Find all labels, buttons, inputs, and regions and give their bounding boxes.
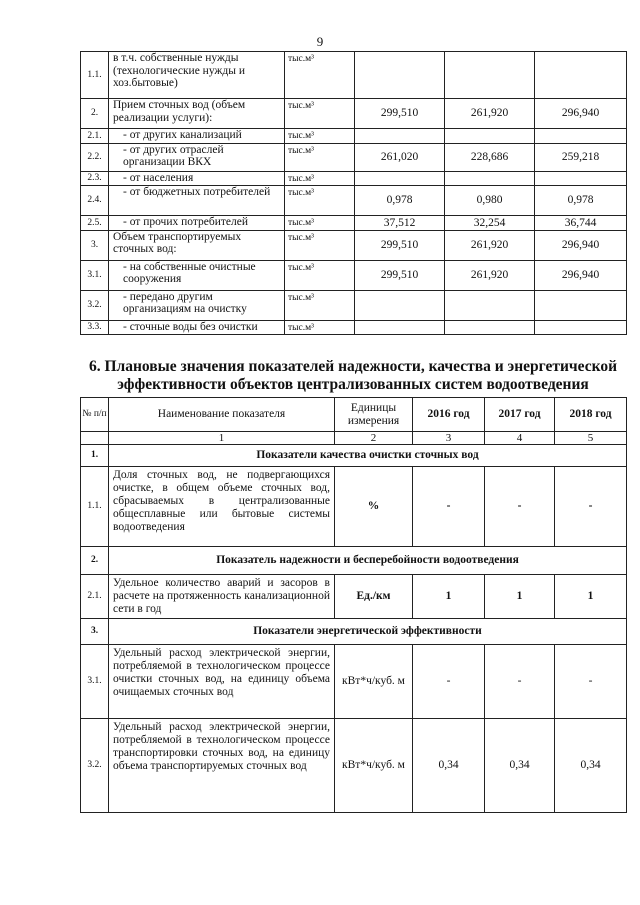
value-2017 (445, 52, 535, 99)
value-2018: 1 (555, 575, 627, 619)
value-2016 (355, 320, 445, 335)
index-cell: 1 (109, 432, 335, 445)
section-title: Показатель надежности и бесперебойности водоотведения (109, 547, 627, 575)
value-2016: 1 (413, 575, 485, 619)
row-number: 1.1. (81, 52, 109, 99)
table-row (81, 143, 627, 171)
row-number: 3. (81, 230, 109, 260)
row-name: - на собственные очистные сооружения (109, 260, 285, 290)
indicator-unit: Ед./км (335, 575, 413, 619)
value-2016: 299,510 (355, 260, 445, 290)
section-title: Показатели энергетической эффективности (109, 619, 627, 645)
indicator-unit: % (335, 467, 413, 547)
value-2018: 259,218 (535, 143, 627, 171)
value-2016: - (413, 645, 485, 719)
row-unit: тыс.м³ (285, 260, 355, 290)
section-header-row (81, 445, 627, 467)
row-number: 3.2. (81, 290, 109, 320)
section-header-row (81, 547, 627, 575)
value-2018 (535, 320, 627, 335)
row-number: 2.1. (81, 129, 109, 144)
row-unit: тыс.м³ (285, 290, 355, 320)
indicator-name: Удельный расход электрической энергии, потребляемой в технологическом процессе транспортировки сточных вод, на единицу объема транспортируемых сточных вод (109, 719, 335, 813)
row-name: Объем транспортируемых сточных вод: (109, 230, 285, 260)
value-2018 (535, 129, 627, 144)
table-row (81, 99, 627, 129)
value-2016 (355, 52, 445, 99)
indicator-unit: кВт*ч/куб. м (335, 645, 413, 719)
section-title: Показатели качества очистки сточных вод (109, 445, 627, 467)
value-2017 (445, 320, 535, 335)
section-title-line1: 6. Плановые значения показателей надежности, качества и энергетической (88, 358, 618, 375)
row-number: 2. (81, 99, 109, 129)
value-2016: 37,512 (355, 216, 445, 231)
row-unit: тыс.м³ (285, 52, 355, 99)
row-name: - передано другим организациям на очистку (109, 290, 285, 320)
value-2018: 36,744 (535, 216, 627, 231)
row-unit: тыс.м³ (285, 320, 355, 335)
row-number: 2.1. (81, 575, 109, 619)
section-number: 1. (81, 445, 109, 467)
row-number: 3.1. (81, 645, 109, 719)
page-number: 9 (316, 34, 324, 49)
row-unit: тыс.м³ (285, 171, 355, 186)
row-unit: тыс.м³ (285, 186, 355, 216)
row-number: 2.4. (81, 186, 109, 216)
value-2018: 296,940 (535, 230, 627, 260)
value-2017: 261,920 (445, 230, 535, 260)
value-2018: 0,978 (535, 186, 627, 216)
value-2017: 0,980 (445, 186, 535, 216)
value-2017: 261,920 (445, 99, 535, 129)
table-row (81, 290, 627, 320)
table-row (81, 52, 627, 99)
value-2017: 32,254 (445, 216, 535, 231)
row-unit: тыс.м³ (285, 216, 355, 231)
row-number: 2.5. (81, 216, 109, 231)
indicator-unit: кВт*ч/куб. м (335, 719, 413, 813)
value-2018 (535, 171, 627, 186)
table-row (81, 575, 627, 619)
value-2018 (535, 52, 627, 99)
table-row (81, 719, 627, 813)
row-name: - сточные воды без очистки (109, 320, 285, 335)
indicator-name: Удельный расход электрической энергии, потребляемой в технологическом процессе очистки сточных вод, на единицу объема очищаемых сточных вод (109, 645, 335, 719)
value-2018 (535, 290, 627, 320)
row-unit: тыс.м³ (285, 129, 355, 144)
table-row (81, 230, 627, 260)
table-row (81, 216, 627, 231)
value-2016: 0,34 (413, 719, 485, 813)
header-num: № п/п (81, 398, 109, 432)
value-2017: 228,686 (445, 143, 535, 171)
table-row (81, 129, 627, 144)
table-row (81, 260, 627, 290)
row-name: - от населения (109, 171, 285, 186)
value-2016 (355, 171, 445, 186)
value-2017: 261,920 (445, 260, 535, 290)
row-number: 1.1. (81, 467, 109, 547)
value-2016 (355, 129, 445, 144)
value-2017 (445, 129, 535, 144)
section-number: 2. (81, 547, 109, 575)
header-row (81, 398, 627, 432)
section-number: 3. (81, 619, 109, 645)
table-row (81, 186, 627, 216)
value-2016: 261,020 (355, 143, 445, 171)
indicator-name: Доля сточных вод, не подвергающихся очистке, в общем объеме сточных вод, сбрасываемых в централизованные общесплавные или бытовые системы водоотведения (109, 467, 335, 547)
row-number: 2.3. (81, 171, 109, 186)
row-name: Прием сточных вод (объем реализации услуги): (109, 99, 285, 129)
table-row (81, 171, 627, 186)
value-2017: - (485, 645, 555, 719)
header-name: Наименование показателя (109, 398, 335, 432)
indicator-name: Удельное количество аварий и засоров в расчете на протяженность канализационной сети в год (109, 575, 335, 619)
value-2018: 0,34 (555, 719, 627, 813)
section-header-row (81, 619, 627, 645)
index-row (81, 432, 627, 445)
row-unit: тыс.м³ (285, 99, 355, 129)
index-cell: 3 (413, 432, 485, 445)
row-name: - от бюджетных потребителей (109, 186, 285, 216)
row-unit: тыс.м³ (285, 143, 355, 171)
value-2016: 299,510 (355, 99, 445, 129)
value-2018: 296,940 (535, 99, 627, 129)
index-cell (81, 432, 109, 445)
row-name: в т.ч. собственные нужды (технологические нужды и хоз.бытовые) (109, 52, 285, 99)
value-2016: 299,510 (355, 230, 445, 260)
value-2016 (355, 290, 445, 320)
row-name: - от прочих потребителей (109, 216, 285, 231)
value-2018: - (555, 467, 627, 547)
wastewater-volume-table (80, 51, 627, 335)
indicators-table (80, 397, 627, 813)
value-2017: 1 (485, 575, 555, 619)
header-2018: 2018 год (555, 398, 627, 432)
table-row (81, 320, 627, 335)
header-2017: 2017 год (485, 398, 555, 432)
value-2017 (445, 290, 535, 320)
value-2016: 0,978 (355, 186, 445, 216)
index-cell: 2 (335, 432, 413, 445)
row-unit: тыс.м³ (285, 230, 355, 260)
value-2018: - (555, 645, 627, 719)
row-number: 3.3. (81, 320, 109, 335)
row-number: 2.2. (81, 143, 109, 171)
table-row (81, 467, 627, 547)
row-number: 3.2. (81, 719, 109, 813)
table-row (81, 645, 627, 719)
value-2018: 296,940 (535, 260, 627, 290)
index-cell: 5 (555, 432, 627, 445)
row-number: 3.1. (81, 260, 109, 290)
value-2017: 0,34 (485, 719, 555, 813)
section-title-line2: эффективности объектов централизованных систем водоотведения (117, 376, 589, 393)
value-2017 (445, 171, 535, 186)
header-2016: 2016 год (413, 398, 485, 432)
value-2016: - (413, 467, 485, 547)
value-2017: - (485, 467, 555, 547)
row-name: - от других отраслей организации ВКХ (109, 143, 285, 171)
header-unit: Единицы измерения (335, 398, 413, 432)
row-name: - от других канализаций (109, 129, 285, 144)
index-cell: 4 (485, 432, 555, 445)
